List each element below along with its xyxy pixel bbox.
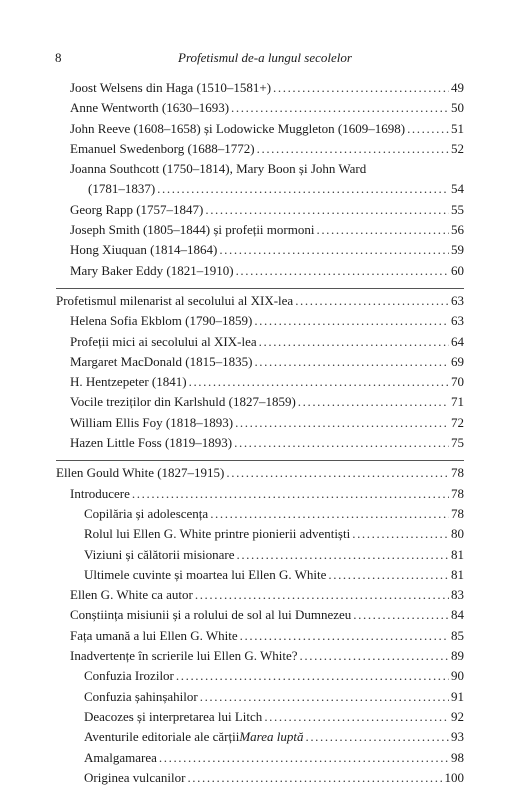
toc-page-number: 91 [451, 688, 464, 704]
table-of-contents [56, 78, 464, 788]
toc-entry[interactable]: Introducere ..... 78 [56, 484, 464, 504]
toc-page-number: 52 [451, 140, 464, 156]
toc-entry[interactable]: John Reeve (1608–1658) și Lodowicke Muggleton (1609–1698) ..... 51 [56, 119, 464, 139]
toc-entry-line1[interactable]: Joanna Southcott (1750–1814), Mary Boon și John Ward [70, 161, 367, 177]
toc-page-number: 72 [451, 414, 464, 430]
toc-page-number: 59 [451, 242, 464, 258]
toc-page-number: 49 [451, 80, 464, 95]
toc-entry[interactable]: Ellen G. White ca autor ..... 83 [56, 585, 464, 605]
toc-page-number: 54 [451, 181, 464, 197]
toc-page-number: 51 [451, 120, 464, 136]
running-header [0, 50, 530, 68]
toc-subentry[interactable]: Originea vulcanilor ..... 100 [56, 768, 464, 788]
toc-entry[interactable]: Hong Xiuquan (1814–1864) ..... 59 [56, 240, 464, 260]
toc-page-number: 63 [451, 292, 464, 308]
toc-page-number: 85 [451, 627, 464, 643]
toc-entry[interactable]: Mary Baker Eddy (1821–1910) ..... 60 [56, 261, 464, 281]
toc-page-number: 78 [451, 485, 464, 501]
toc-page-number: 90 [451, 668, 464, 684]
toc-chapter[interactable]: Profetismul milenarist al secolului al XIX-lea ..... 63 [56, 291, 464, 311]
toc-entry[interactable]: Anne Wentworth (1630–1693) ..... 50 [56, 98, 464, 118]
page-number: 8 [55, 50, 62, 65]
toc-page-number: 63 [451, 313, 464, 329]
toc-entry[interactable]: Profeții mici ai secolului al XIX-lea ..... 64 [56, 332, 464, 352]
toc-subentry[interactable]: Rolul lui Ellen G. White printre pionierii adventiști ..... 80 [56, 524, 464, 544]
toc-entry[interactable]: Conștiința misiunii și a rolului de sol al lui Dumnezeu ..... 84 [56, 605, 464, 625]
toc-subentry[interactable]: Aventurile editoriale ale cărții Marea luptă ..... 93 [56, 727, 464, 747]
toc-page-number: 69 [451, 353, 464, 369]
toc-entry[interactable]: Helena Sofia Ekblom (1790–1859) ..... 63 [56, 311, 464, 331]
toc-section [56, 288, 464, 453]
toc-entry[interactable]: Inadvertențe în scrierile lui Ellen G. White? ..... 89 [56, 646, 464, 666]
toc-page-number: 98 [451, 749, 464, 765]
toc-entry[interactable]: Joost Welsens din Haga (1510–1581+) ..... 49 [56, 78, 464, 98]
toc-page-number: 100 [444, 769, 464, 785]
toc-page-number: 56 [451, 222, 464, 238]
toc-page-number: 89 [451, 648, 464, 664]
toc-page-number: 78 [451, 465, 464, 481]
toc-subentry[interactable]: Confuzia Irozilor ..... 90 [56, 666, 464, 686]
toc-page-number: 78 [451, 505, 464, 521]
toc-section [56, 460, 464, 788]
toc-entry[interactable]: Margaret MacDonald (1815–1835) ..... 69 [56, 352, 464, 372]
toc-page-number: 55 [451, 201, 464, 217]
toc-page-number: 93 [451, 729, 464, 745]
toc-chapter[interactable]: Ellen Gould White (1827–1915) ..... 78 [56, 463, 464, 483]
toc-subentry[interactable]: Deacozes și interpretarea lui Litch ..... 92 [56, 707, 464, 727]
toc-page-number: 81 [451, 566, 464, 582]
toc-page-number: 92 [451, 708, 464, 724]
toc-entry[interactable]: Joseph Smith (1805–1844) și profeții mormoni ..... 56 [56, 220, 464, 240]
toc-entry[interactable]: H. Hentzepeter (1841) ..... 70 [56, 372, 464, 392]
toc-page-number: 71 [451, 394, 464, 410]
toc-page-number: 60 [451, 262, 464, 278]
toc-entry[interactable]: (1781–1837) ..... 54 [56, 179, 464, 199]
running-title: Profetismul de-a lungul secolelor [178, 50, 352, 65]
toc-subentry[interactable]: Ultimele cuvinte și moartea lui Ellen G. White ..... 81 [56, 565, 464, 585]
toc-entry[interactable]: Emanuel Swedenborg (1688–1772) ..... 52 [56, 139, 464, 159]
toc-entry[interactable]: Vocile treziților din Karlshuld (1827–1859) ..... 71 [56, 392, 464, 412]
toc-entry[interactable]: Hazen Little Foss (1819–1893) ..... 75 [56, 433, 464, 453]
toc-page-number: 84 [451, 607, 464, 623]
toc-entry[interactable]: Georg Rapp (1757–1847) ..... 55 [56, 200, 464, 220]
toc-block-continued [56, 78, 464, 281]
toc-page-number: 83 [451, 587, 464, 603]
toc-page-number: 50 [451, 100, 464, 116]
toc-entry[interactable]: Fața umană a lui Ellen G. White ..... 85 [56, 626, 464, 646]
toc-page-number: 80 [451, 526, 464, 542]
toc-page-number: 81 [451, 546, 464, 562]
toc-subentry[interactable]: Amalgamarea ..... 98 [56, 748, 464, 768]
toc-subentry[interactable]: Viziuni și călătorii misionare ..... 81 [56, 545, 464, 565]
toc-page-number: 75 [451, 435, 464, 451]
toc-page-number: 70 [451, 374, 464, 390]
toc-subentry[interactable]: Copilăria și adolescența ..... 78 [56, 504, 464, 524]
toc-subentry[interactable]: Confuzia șahinșahilor ..... 91 [56, 687, 464, 707]
toc-page-number: 64 [451, 333, 464, 349]
toc-entry[interactable]: William Ellis Foy (1818–1893) ..... 72 [56, 413, 464, 433]
